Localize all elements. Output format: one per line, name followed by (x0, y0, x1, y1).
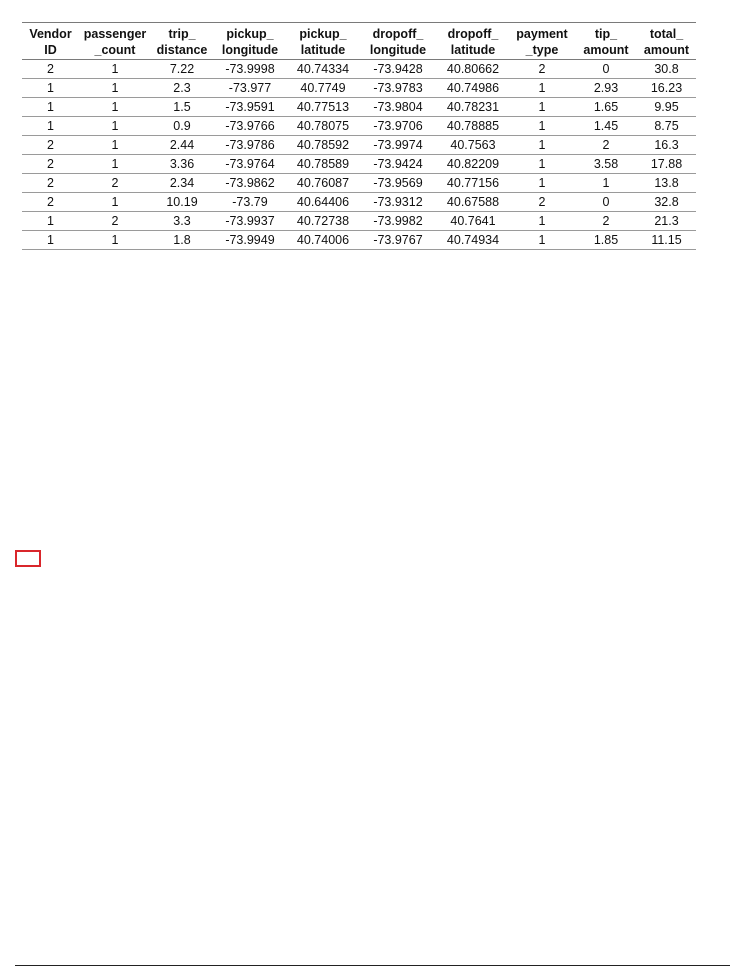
cell-pickup-latitude: 40.78592 (296, 138, 350, 152)
header-row (22, 23, 696, 60)
cell-payment-type: 2 (538, 62, 546, 76)
cell-total-amount: 16.3 (654, 138, 679, 152)
cell-pickup-latitude: 40.72738 (296, 214, 350, 228)
cell-vendor-id: 1 (47, 214, 54, 228)
cell-tip-amount: 2.93 (593, 81, 619, 95)
cell-tip-amount: 0 (602, 62, 610, 76)
red-selection-box (15, 550, 41, 567)
column-header-line: pickup_ (226, 27, 274, 41)
cell-total-amount: 8.75 (654, 119, 679, 133)
column-header-line: latitude (450, 43, 496, 57)
cell-trip-distance: 10.19 (166, 195, 198, 209)
cell-dropoff-longitude: -73.9424 (373, 157, 423, 171)
cell-pickup-latitude: 40.78075 (296, 119, 350, 133)
cell-passenger-count: 1 (111, 100, 119, 114)
cell-tip-amount: 1.65 (593, 100, 619, 114)
cell-dropoff-latitude: 40.67588 (446, 195, 500, 209)
cell-pickup-longitude: -73.977 (228, 81, 272, 95)
cell-dropoff-longitude: -73.9706 (373, 119, 423, 133)
table-header (22, 23, 696, 60)
cell-total-amount: 17.88 (650, 157, 683, 171)
cell-payment-type: 1 (538, 100, 546, 114)
column-header-line: dropoff_ (372, 27, 424, 41)
cell-total-amount: 13.8 (654, 176, 679, 190)
table-row (22, 60, 696, 79)
cell-passenger-count: 2 (111, 176, 119, 190)
cell-dropoff-latitude: 40.78231 (446, 100, 500, 114)
cell-passenger-count: 1 (111, 119, 119, 133)
cell-dropoff-longitude: -73.9767 (373, 233, 423, 247)
column-header-line: pickup_ (299, 27, 347, 41)
cell-pickup-longitude: -73.9591 (225, 100, 275, 114)
column-header-line: _type (525, 43, 559, 57)
cell-payment-type: 1 (538, 138, 546, 152)
column-header-dropoff-longitude (359, 23, 437, 60)
cell-vendor-id: 2 (47, 157, 54, 171)
table-row (22, 98, 696, 117)
cell-trip-distance: 1.8 (173, 233, 191, 247)
cell-payment-type: 1 (538, 233, 546, 247)
cell-tip-amount: 1 (602, 176, 610, 190)
table-row (22, 193, 696, 212)
cell-passenger-count: 1 (111, 195, 119, 209)
cell-pickup-longitude: -73.79 (232, 195, 268, 209)
column-header-trip-distance (151, 23, 213, 60)
table-row (22, 79, 696, 98)
cell-trip-distance: 7.22 (169, 62, 195, 76)
cell-vendor-id: 2 (47, 62, 54, 76)
cell-dropoff-longitude: -73.9428 (373, 62, 423, 76)
cell-payment-type: 1 (538, 176, 546, 190)
column-header-line: longitude (369, 43, 427, 57)
cell-dropoff-latitude: 40.77156 (446, 176, 500, 190)
column-header-line: payment (516, 27, 568, 41)
cell-tip-amount: 2 (602, 138, 610, 152)
table-row (22, 136, 696, 155)
cell-payment-type: 1 (538, 214, 546, 228)
cell-trip-distance: 2.3 (173, 81, 191, 95)
cell-dropoff-latitude: 40.7641 (450, 214, 496, 228)
column-header-line: _count (94, 43, 136, 57)
table-body (22, 60, 696, 250)
cell-dropoff-latitude: 40.80662 (446, 62, 500, 76)
cell-trip-distance: 3.3 (173, 214, 191, 228)
cell-payment-type: 1 (538, 157, 546, 171)
cell-pickup-latitude: 40.76087 (296, 176, 350, 190)
cell-trip-distance: 3.36 (169, 157, 195, 171)
cell-pickup-longitude: -73.9786 (225, 138, 275, 152)
cell-trip-distance: 1.5 (173, 100, 191, 114)
column-header-pickup-longitude (213, 23, 287, 60)
cell-pickup-latitude: 40.64406 (296, 195, 350, 209)
cell-trip-distance: 2.44 (169, 138, 195, 152)
cell-vendor-id: 2 (47, 138, 54, 152)
cell-vendor-id: 1 (47, 81, 54, 95)
column-header-tip-amount (575, 23, 637, 60)
cell-total-amount: 21.3 (654, 214, 679, 228)
cell-pickup-longitude: -73.9949 (225, 233, 275, 247)
column-header-line: passenger (83, 27, 147, 41)
table-row (22, 155, 696, 174)
column-header-line: trip_ (168, 27, 196, 41)
cell-pickup-longitude: -73.9937 (225, 214, 275, 228)
cell-pickup-longitude: -73.9998 (225, 62, 275, 76)
cell-pickup-latitude: 40.78589 (296, 157, 350, 171)
cell-tip-amount: 3.58 (593, 157, 619, 171)
column-header-line: amount (583, 43, 629, 57)
column-header-line: distance (156, 43, 208, 57)
cell-tip-amount: 1.45 (593, 119, 619, 133)
cell-total-amount: 9.95 (654, 100, 679, 114)
cell-passenger-count: 1 (111, 138, 119, 152)
cell-pickup-longitude: -73.9862 (225, 176, 275, 190)
cell-dropoff-latitude: 40.7563 (450, 138, 496, 152)
column-header-total-amount (637, 23, 696, 60)
cell-dropoff-latitude: 40.74934 (446, 233, 500, 247)
column-header-line: amount (643, 43, 690, 57)
cell-pickup-latitude: 40.7749 (300, 81, 346, 95)
cell-total-amount: 32.8 (654, 195, 679, 209)
cell-dropoff-longitude: -73.9982 (373, 214, 423, 228)
column-header-payment-type (509, 23, 575, 60)
column-header-passenger-count (79, 23, 151, 60)
cell-vendor-id: 1 (47, 100, 54, 114)
cell-pickup-longitude: -73.9766 (225, 119, 275, 133)
taxi-trips-table (22, 22, 696, 250)
footer-rule (15, 965, 730, 966)
table-row (22, 231, 696, 250)
cell-dropoff-longitude: -73.9312 (373, 195, 423, 209)
column-header-line: ID (44, 43, 57, 57)
column-header-line: dropoff_ (447, 27, 499, 41)
cell-payment-type: 2 (538, 195, 546, 209)
cell-dropoff-longitude: -73.9569 (373, 176, 423, 190)
cell-dropoff-longitude: -73.9974 (373, 138, 423, 152)
cell-dropoff-latitude: 40.82209 (446, 157, 500, 171)
cell-pickup-longitude: -73.9764 (225, 157, 275, 171)
cell-tip-amount: 1.85 (593, 233, 619, 247)
table-row (22, 174, 696, 193)
cell-dropoff-latitude: 40.74986 (446, 81, 500, 95)
column-header-line: Vendor (29, 27, 72, 41)
cell-pickup-latitude: 40.77513 (296, 100, 350, 114)
table-row (22, 117, 696, 136)
cell-vendor-id: 1 (47, 233, 54, 247)
cell-trip-distance: 0.9 (173, 119, 191, 133)
column-header-line: latitude (300, 43, 346, 57)
cell-dropoff-longitude: -73.9783 (373, 81, 423, 95)
cell-pickup-latitude: 40.74006 (296, 233, 350, 247)
table-row (22, 212, 696, 231)
cell-pickup-latitude: 40.74334 (296, 62, 350, 76)
cell-tip-amount: 2 (602, 214, 610, 228)
column-header-line: longitude (221, 43, 279, 57)
column-header-line: total_ (649, 27, 684, 41)
cell-payment-type: 1 (538, 119, 546, 133)
cell-payment-type: 1 (538, 81, 546, 95)
cell-dropoff-longitude: -73.9804 (373, 100, 423, 114)
cell-vendor-id: 2 (47, 176, 54, 190)
cell-vendor-id: 1 (47, 119, 54, 133)
cell-passenger-count: 1 (111, 157, 119, 171)
cell-passenger-count: 1 (111, 233, 119, 247)
cell-dropoff-latitude: 40.78885 (446, 119, 500, 133)
cell-vendor-id: 2 (47, 195, 54, 209)
cell-total-amount: 16.23 (650, 81, 683, 95)
column-header-vendor-id (22, 23, 79, 60)
cell-total-amount: 30.8 (654, 62, 679, 76)
column-header-line: tip_ (594, 27, 618, 41)
cell-trip-distance: 2.34 (169, 176, 195, 190)
cell-passenger-count: 1 (111, 62, 119, 76)
column-header-pickup-latitude (287, 23, 359, 60)
cell-passenger-count: 1 (111, 81, 119, 95)
cell-total-amount: 11.15 (651, 233, 682, 247)
cell-passenger-count: 2 (111, 214, 119, 228)
cell-tip-amount: 0 (602, 195, 610, 209)
column-header-dropoff-latitude (437, 23, 509, 60)
